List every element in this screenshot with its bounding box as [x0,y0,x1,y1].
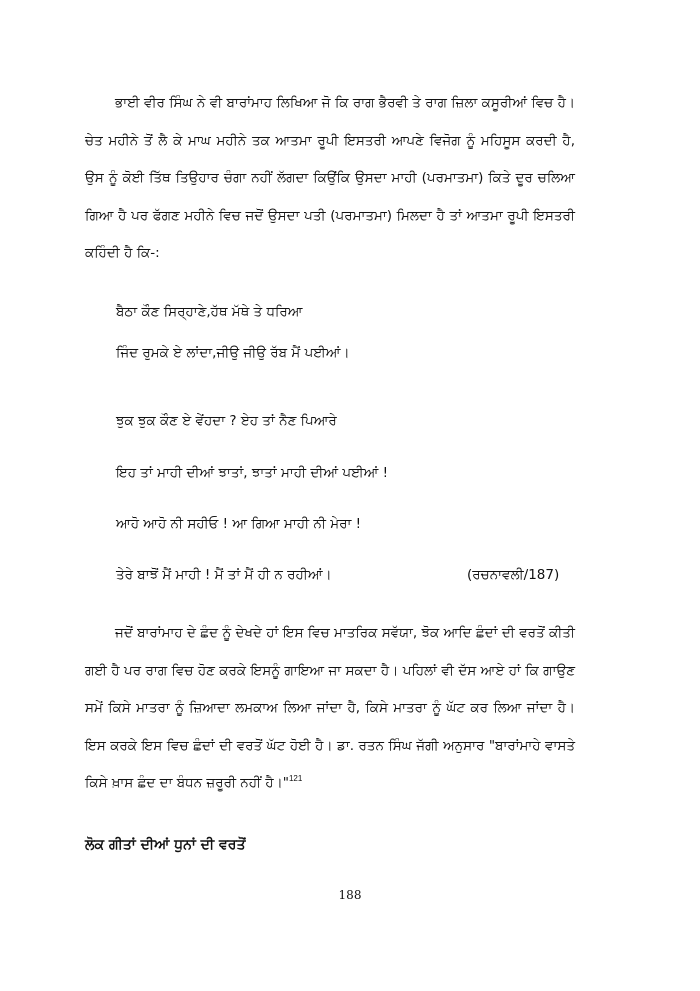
page-number: 188 [338,888,362,902]
verse-citation: (ਰਚਨਾਵਲੀ/187) [467,567,560,583]
verse-line: ਆਹੋ ਆਹੋ ਨੀ ਸਹੀਓ ! ਆ ਗਿਆ ਮਾਹੀ ਨੀ ਮੇਰਾ ! [116,516,362,532]
verse-line: ਝੁਕ ਝੁਕ ਕੌਣ ਏ ਵੇਂਹਦਾ ? ਏਹ ਤਾਂ ਨੈਣ ਪਿਆਰੇ [116,413,337,429]
footnote-marker[interactable]: 121 [288,774,303,783]
verse-line: ਇਹ ਤਾਂ ਮਾਹੀ ਦੀਆਂ ਝਾਤਾਂ, ਝਾਤਾਂ ਮਾਹੀ ਦੀਆਂ ਪਈਆਂ ! [116,465,389,481]
paragraph-text: ਜਦੋਂ ਬਾਰਾਂਮਾਹ ਦੇ ਛੰਦ ਨੂੰ ਦੇਖਦੇ ਹਾਂ ਇਸ ਵਿਚ ਮਾਤਰਿਕ ਸਵੱਯਾ, ਝੋਕ ਆਦਿ ਛੰਦਾਂ ਦੀ ਵਰਤੋਂ ਕੀਤੀ ਗਈ ਹੈ ਪਰ ਰਾਗ ਵਿਚ ਹੋਣ ਕਰਕੇ ਇਸਨੂੰ ਗਾਇਆ ਜਾ ਸਕਦਾ ਹੈ। ਪਹਿਲਾਂ ਵੀ ਦੱਸ ਆਏ ਹਾਂ ਕਿ ਗਾਉਣ ਸਮੇਂ ਕਿਸੇ ਮਾਤਰਾ ਨੂੰ ਜ਼ਿਆਦਾ ਲਮਕਾਅ ਲਿਆ ਜਾਂਦਾ ਹੈ, ਕਿਸੇ ਮਾਤਰਾ ਨੂੰ ਘੱਟ ਕਰ ਲਿਆ ਜਾਂਦਾ ਹੈ। ਇਸ ਕਰਕੇ ਇਸ ਵਿਚ ਛੰਦਾਂ ਦੀ ਵਰਤੋਂ ਘੱਟ ਹੋਈ ਹੈ। ਡਾ. ਰਤਨ ਸਿੰਘ ਜੱਗੀ ਅਨੁਸਾਰ "ਬਾਰਾਂਮਾਹੇ ਵਾਸਤੇ ਕਿਸੇ ਖ਼ਾਸ ਛੰਦ ਦਾ ਬੰਧਨ ਜ਼ਰੂਰੀ ਨਹੀਂ ਹੈ।" [85,625,575,791]
verse-line: ਤੇਰੇ ਬਾਝੋਂ ਮੈਂ ਮਾਹੀ ! ਮੈਂ ਤਾਂ ਮੈਂ ਹੀ ਨ ਰਹੀਆਂ। [116,567,332,583]
paragraph-text: ਭਾਈ ਵੀਰ ਸਿੰਘ ਨੇ ਵੀ ਬਾਰਾਂਮਾਹ ਲਿਖਿਆ ਜੋ ਕਿ ਰਾਗ ਭੈਰਵੀ ਤੇ ਰਾਗ ਜ਼ਿਲਾ ਕਸੂਰੀਆਂ ਵਿਚ ਹੈ। ਚੇਤ ਮਹੀਨੇ ਤੋਂ ਲੈ ਕੇ ਮਾਘ ਮਹੀਨੇ ਤਕ ਆਤਮਾ ਰੂਪੀ ਇਸਤਰੀ ਆਪਣੇ ਵਿਜੋਗ ਨੂੰ ਮਹਿਸੂਸ ਕਰਦੀ ਹੈ, ਉਸ ਨੂੰ ਕੋਈ ਤਿੱਥ ਤਿਉਹਾਰ ਚੰਗਾ ਨਹੀਂ ਲੱਗਦਾ ਕਿਉਂਕਿ ਉਸਦਾ ਮਾਹੀ (ਪਰਮਾਤਮਾ) ਕਿਤੇ ਦੂਰ ਚਲਿਆ ਗਿਆ ਹੈ ਪਰ ਫੱਗਣ ਮਹੀਨੇ ਵਿਚ ਜਦੋਂ ਉਸਦਾ ਪਤੀ (ਪਰਮਾਤਮਾ) ਮਿਲਦਾ ਹੈ ਤਾਂ ਆਤਮਾ ਰੂਪੀ ਇਸਤਰੀ ਕਹਿੰਦੀ ਹੈ ਕਿ-: [85,95,575,261]
verse-line: ਜਿੰਦ ਰੁਮਕੇ ਏ ਲਾਂਦਾ,ਜੀਉ ਜੀਉ ਰੱਬ ਮੈਂ ਪਈਆਂ। [116,345,350,361]
section-heading: ਲੋਕ ਗੀਤਾਂ ਦੀਆਂ ਧੁਨਾਂ ਦੀ ਵਰਤੋਂ [85,837,246,853]
paragraph-bhai-vir-singh [85,85,575,273]
verse-line: ਬੈਠਾ ਕੌਣ ਸਿਰ੍ਹਾਣੇ,ਹੱਥ ਮੱਥੇ ਤੇ ਧਰਿਆ [116,304,303,320]
paragraph-chhand [85,615,575,803]
